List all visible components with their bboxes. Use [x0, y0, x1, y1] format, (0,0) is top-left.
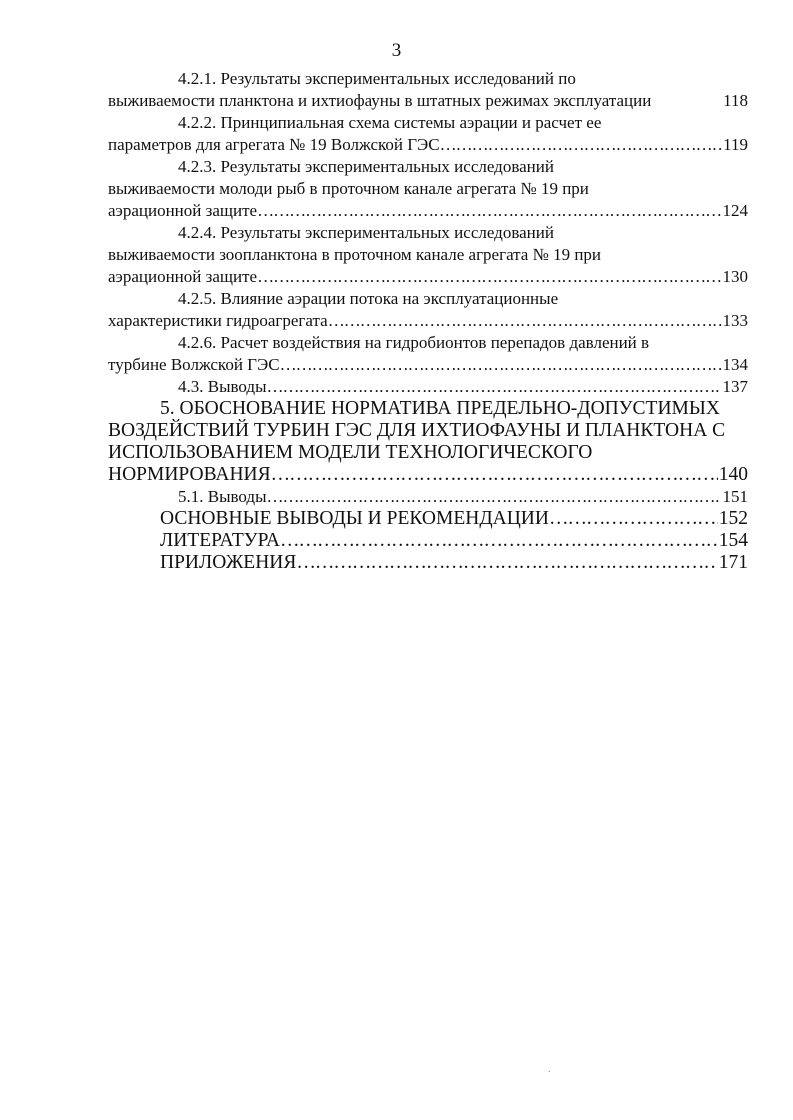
toc-entry-last-line — [108, 508, 748, 530]
toc-entry-last-line — [108, 464, 748, 486]
toc-entry-text: турбине Волжской ГЭС — [108, 355, 280, 374]
toc-page-number: 119 — [723, 135, 748, 154]
toc-entry-line — [108, 332, 748, 354]
toc-entry — [108, 112, 748, 156]
toc-entry-text: выживаемости молоди рыб в проточном канале агрегата № 19 при — [108, 179, 589, 198]
toc-page-number: 151 — [722, 487, 748, 506]
toc-entry-text: выживаемости планктона и ихтиофауны в штатных режимах эксплуатации — [108, 91, 652, 110]
toc-entry-last-line — [108, 90, 748, 112]
toc-entry — [108, 398, 748, 486]
toc-entry-line — [108, 178, 748, 200]
toc-dot-leader — [280, 354, 722, 376]
toc-page-number: 124 — [722, 201, 748, 220]
toc-entry-line — [108, 222, 748, 244]
toc-entry-text: характеристики гидроагрегата — [108, 311, 328, 330]
toc-entry-line — [108, 398, 748, 420]
toc-dot-leader — [267, 376, 722, 398]
toc-entry-text: 5. ОБОСНОВАНИЕ НОРМАТИВА ПРЕДЕЛЬНО-ДОПУСТИМЫХ — [160, 398, 720, 419]
toc-entry — [108, 222, 748, 288]
toc-entry-line — [108, 112, 748, 134]
toc-entry-last-line — [108, 376, 748, 398]
toc-entry-text: 4.2.1. Результаты экспериментальных исследований по — [178, 69, 576, 88]
toc-entry-text: ЛИТЕРАТУРА — [160, 530, 280, 551]
toc-page-number: 154 — [718, 530, 748, 551]
toc-entry — [108, 288, 748, 332]
toc-entry-last-line — [108, 486, 748, 508]
toc-entry-text: 4.3. Выводы — [178, 377, 267, 396]
toc-entry-text: выживаемости зоопланктона в проточном канале агрегата № 19 при — [108, 245, 602, 264]
toc-entry-last-line — [108, 530, 748, 552]
toc-entry-last-line — [108, 354, 748, 376]
toc-entry-text: ВОЗДЕЙСТВИЙ ТУРБИН ГЭС ДЛЯ ИХТИОФАУНЫ И ПЛАНКТОНА С — [108, 420, 726, 441]
toc-entry-text: ОСНОВНЫЕ ВЫВОДЫ И РЕКОМЕНДАЦИИ — [160, 508, 549, 529]
toc-entry-text: 4.2.4. Результаты экспериментальных исследований — [178, 223, 554, 242]
toc-entry — [108, 552, 748, 574]
toc-entry-text: 5.1. Выводы — [178, 487, 267, 506]
toc-page-number: 133 — [722, 311, 748, 330]
scan-speck: . — [548, 1064, 551, 1075]
toc-entry-text: 4.2.2. Принципиальная схема системы аэрации и расчет ее — [178, 113, 602, 132]
toc-dot-leader — [549, 508, 718, 530]
toc-entry-line — [108, 156, 748, 178]
toc-entry-line — [108, 288, 748, 310]
toc-entry-last-line — [108, 200, 748, 222]
toc-dot-leader — [257, 200, 721, 222]
toc-entry-last-line — [108, 266, 748, 288]
toc-entry-text: ИСПОЛЬЗОВАНИЕМ МОДЕЛИ ТЕХНОЛОГИЧЕСКОГО — [108, 442, 593, 463]
toc-page-number: 134 — [722, 355, 748, 374]
toc-entry-text: 4.2.6. Расчет воздействия на гидробионтов перепадов давлений в — [178, 333, 650, 352]
toc-entry-text: ПРИЛОЖЕНИЯ — [160, 552, 297, 573]
toc-entry — [108, 156, 748, 222]
toc-dot-leader — [271, 464, 718, 486]
toc-entry-text: аэрационной защите — [108, 267, 258, 286]
toc-entry — [108, 332, 748, 376]
toc-entry-last-line — [108, 134, 748, 156]
toc-page-number: 118 — [723, 91, 748, 110]
toc-entry — [108, 508, 748, 530]
toc-entry-last-line — [108, 552, 748, 574]
toc-page-number: 140 — [718, 464, 748, 485]
toc-entry — [108, 68, 748, 112]
toc-entry-line — [108, 442, 748, 464]
toc-dot-leader — [440, 134, 723, 156]
toc-entry-last-line — [108, 310, 748, 332]
toc-entry — [108, 530, 748, 552]
toc-page-number: 130 — [722, 267, 748, 286]
toc-entry — [108, 376, 748, 398]
toc-page-number: 152 — [718, 508, 748, 529]
toc-entry-text: параметров для агрегата № 19 Волжской ГЭС — [108, 135, 440, 154]
toc-entry-line — [108, 68, 748, 90]
toc-entry-line — [108, 420, 748, 442]
page-number: 3 — [391, 40, 402, 61]
toc-dot-leader — [267, 486, 722, 508]
table-of-contents — [108, 68, 748, 574]
toc-entry-text: аэрационной защите — [108, 201, 258, 220]
toc-dot-leader — [280, 530, 718, 552]
toc-page-number: 171 — [718, 552, 748, 573]
toc-entry-line — [108, 244, 748, 266]
toc-entry-text: 4.2.3. Результаты экспериментальных исследований — [178, 157, 554, 176]
toc-entry-text: 4.2.5. Влияние аэрации потока на эксплуатационные — [178, 289, 559, 308]
toc-dot-leader — [296, 552, 717, 574]
toc-dot-leader — [257, 266, 721, 288]
toc-dot-leader — [328, 310, 722, 332]
toc-entry — [108, 486, 748, 508]
toc-entry-text: НОРМИРОВАНИЯ — [108, 464, 271, 485]
toc-page-number: 137 — [722, 377, 748, 396]
